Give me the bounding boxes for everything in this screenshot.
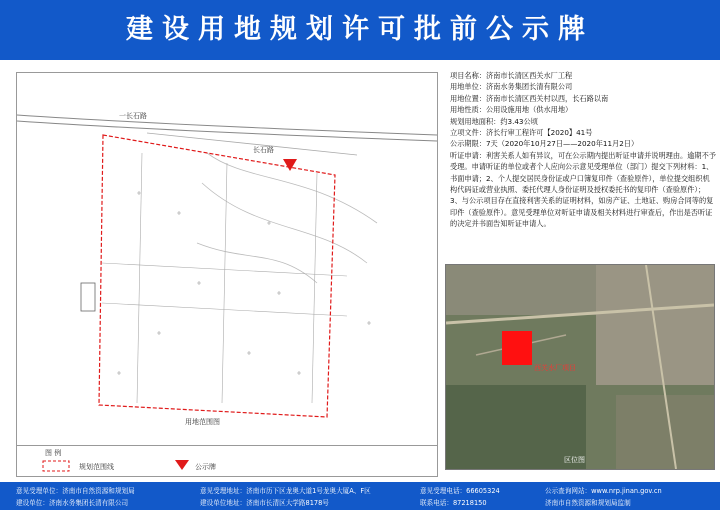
site-plan-map (16, 72, 438, 446)
project-name: 项目名称：济南市长清区西关水厂工程 (450, 71, 573, 80)
supervisor: 济南市自然资源和规划局监制 (545, 499, 631, 507)
query-site[interactable]: 公示查询网站：www.nrp.jinan.gov.cn (545, 487, 662, 495)
road-label-2: 长石路 (253, 146, 274, 154)
site-plan-drawing (17, 73, 437, 445)
land-use: 用地性质：公用设施用地（供水用地） (450, 105, 573, 115)
period: 公示期限：7天（2020年10月27日——2020年11月2日） (450, 139, 639, 149)
project-info (450, 70, 716, 230)
legend (16, 446, 438, 477)
apply-unit: 建设单位：济南水务集团长清有限公司 (16, 499, 129, 507)
hearing-notice: 听证申请：利害关系人如有异议，可在公示期内提出听证申请并说明理由。逾期不予受理。申请听证的单位或者个人应向公示意见受理单位（部门）提交下列材料：1、书面申请；2、个人提交居民身份证或户口簿复印件（查验原件），单位提交组织机构代码证或营业执照、委托代理人身份证明及授权委托书的复印件（查验原件）；3、与公示项目存在直接利害关系的证明材料，如房产证、土地证、购房合同等的复印件（查验原件）。意见受理单位对听证申请及相关材料进行审查后，作出是否听证的决定并书面告知听证申请人。 (450, 150, 716, 229)
legend-heading: 图 例 (45, 449, 62, 457)
footer (0, 482, 720, 510)
land-unit: 用地单位：济南水务集团长清有限公司 (450, 82, 573, 92)
location: 用地位置：济南市长清区西关村以西，长石路以南 (450, 93, 609, 103)
approval-no: 立项文件：济长行审工程许可【2020】41号 (450, 128, 593, 138)
satellite-image (446, 265, 714, 469)
recv-unit: 意见受理单位：济南市自然资源和规划局 (16, 487, 135, 495)
legend-boundary-label: 规划范围线 (79, 463, 114, 471)
road-label-1: 一长石路 (119, 112, 147, 120)
project-site-marker (502, 331, 532, 365)
satellite-caption: 区位图 (564, 456, 585, 464)
site-label: 西关水厂项目 (534, 364, 576, 372)
area: 规划用地面积：约3.43公顷 (450, 116, 538, 126)
apply-addr: 建设单位地址：济南市长清区大学路8178号 (200, 499, 329, 507)
apply-phone: 联系电话：87218150 (420, 499, 487, 507)
map-caption: 用地范围图 (185, 418, 220, 426)
recv-addr: 意见受理地址：济南市历下区龙奥大道1号龙奥大厦A、F区 (200, 487, 371, 495)
location-map (445, 264, 715, 470)
legend-board-label: 公示牌 (195, 463, 216, 471)
page-title: 建设用地规划许可批前公示牌 (0, 0, 720, 60)
recv-phone: 意见受理电话：66605324 (420, 487, 500, 495)
